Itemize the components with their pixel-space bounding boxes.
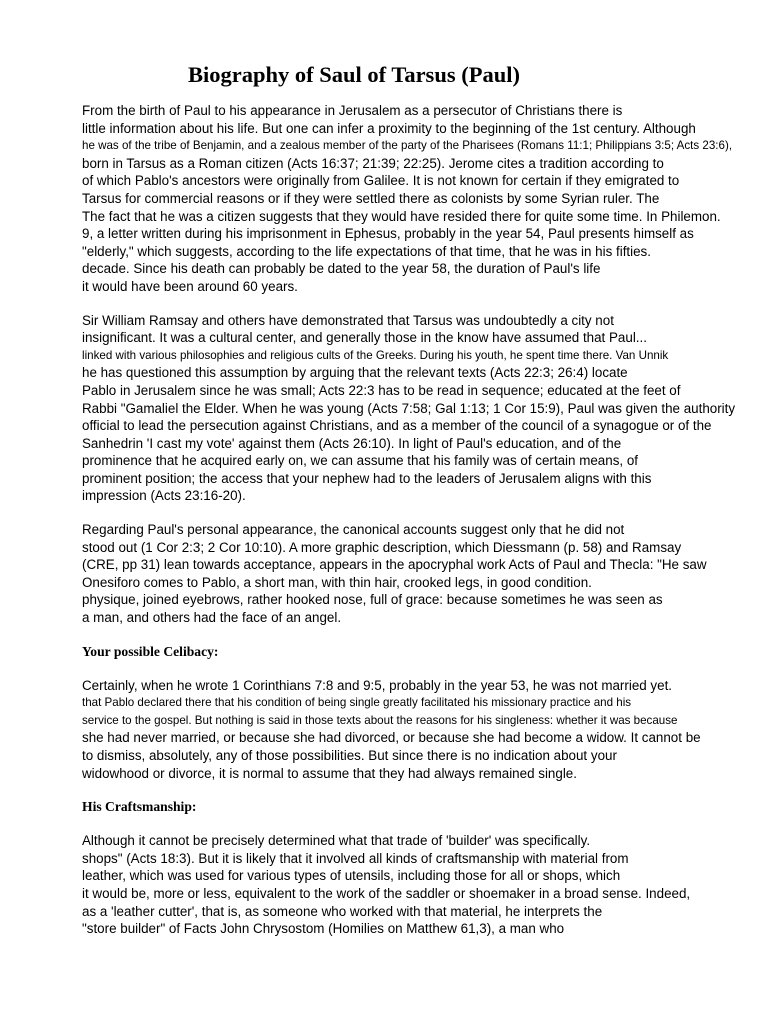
text-line: official to lead the persecution against Christians, and as a member of the council of a synagogue or of the (82, 418, 712, 434)
text-line: Onesiforo comes to Pablo, a short man, with thin hair, crooked legs, in good condition. (82, 574, 592, 590)
text-line: as a 'leather cutter', that is, as someone who worked with that material, he interprets the (82, 903, 603, 919)
text-line: he has questioned this assumption by arguing that the relevant texts (Acts 22:3; 26:4) locate (82, 365, 628, 381)
text-line: leather, which was used for various types of utensils, including those for all or shops, which (82, 868, 621, 884)
text-line: to dismiss, absolutely, any of those possibilities. But since there is no indication about your (82, 748, 617, 763)
paragraph-appearance (82, 521, 742, 627)
text-line: he was of the tribe of Benjamin, and a zealous member of the party of the Pharisees (Romans 11:1; Philippians 3:5; Acts 23:6), (82, 139, 733, 153)
text-line: that Pablo declared there that his condition of being single greatly facilitated his missionary practice and his (82, 696, 632, 710)
text-line: prominent position; the access that your nephew had to the leaders of Jerusalem aligns with this (82, 470, 652, 486)
text-line: shops" (Acts 18:3). But it is likely that it involved all kinds of craftsmanship with material from (82, 850, 629, 866)
text-line: stood out (1 Cor 2:3; 2 Cor 10:10). A more graphic description, which Diessmann (p. 58) and Ramsay (82, 539, 682, 555)
text-line: Sir William Ramsay and others have demonstrated that Tarsus was undoubtedly a city not (82, 312, 614, 328)
text-line: Rabbi "Gamaliel the Elder. When he was young (Acts 7:58; Gal 1:13; 1 Cor 15:9), Paul was given the authority (82, 400, 736, 416)
text-line: little information about his life. But one can infer a proximity to the beginning of the 1st century. Although (82, 120, 696, 136)
text-line: Tarsus for commercial reasons or if they were settled there as colonists by some Syrian ruler. The (82, 190, 660, 206)
paragraph-birth (82, 102, 742, 296)
text-line: she had never married, or because she had divorced, or because she had become a widow. It cannot be (82, 730, 701, 746)
text-line: "store builder" of Facts John Chrysostom (Homilies on Matthew 61,3), a man who (82, 921, 565, 937)
text-line: insignificant. It was a cultural center, and generally those in the know have assumed that Paul... (82, 330, 647, 346)
text-line: 9, a letter written during his imprisonment in Ephesus, probably in the year 54, Paul presents himself as (82, 226, 694, 242)
section-heading-craftsmanship: His Craftsmanship: (82, 799, 197, 815)
text-line: (CRE, pp 31) lean towards acceptance, appears in the apocryphal work Acts of Paul and Thecla: "He saw (82, 557, 707, 573)
text-line: physique, joined eyebrows, rather hooked nose, full of grace: because sometimes he was seen as (82, 592, 663, 608)
text-line: The fact that he was a citizen suggests that they would have resided there for quite some time. In Philemon. (82, 208, 721, 224)
paragraph-craftsmanship (82, 832, 742, 938)
text-line: decade. Since his death can probably be dated to the year 58, the duration of Paul's life (82, 261, 601, 277)
text-line: Certainly, when he wrote 1 Corinthians 7:8 and 9:5, probably in the year 53, he was not married yet. (82, 677, 673, 693)
section-heading-celibacy: Your possible Celibacy: (82, 643, 219, 659)
text-line: prominence that he acquired early on, we can assume that his family was of certain means, of (82, 453, 638, 469)
text-line: linked with various philosophies and religious cults of the Greeks. During his youth, he spent time there. Van Unnik (82, 348, 669, 362)
page-title: Biography of Saul of Tarsus (Paul) (188, 62, 520, 87)
text-line: "elderly," which suggests, according to the life expectations of that time, that he was in his fifties. (82, 243, 651, 259)
text-line: a man, and others had the face of an angel. (82, 610, 342, 626)
text-line: it would have been around 60 years. (82, 278, 298, 294)
text-line: Regarding Paul's personal appearance, the canonical accounts suggest only that he did not (82, 522, 625, 538)
text-line: of which Pablo's ancestors were originally from Galilee. It is not known for certain if they emigrated to (82, 173, 680, 189)
text-line: Pablo in Jerusalem since he was small; Acts 22:3 has to be read in sequence; educated at the feet of (82, 382, 681, 398)
text-line: impression (Acts 23:16-20). (82, 488, 246, 504)
text-line: Sanhedrin 'I cast my vote' against them (Acts 26:10). In light of Paul's education, and of the (82, 435, 622, 451)
paragraph-tarsus (82, 312, 742, 506)
text-line: widowhood or divorce, it is normal to assume that they had always remained single. (82, 765, 577, 781)
text-line: born in Tarsus as a Roman citizen (Acts 16:37; 21:39; 22:25). Jerome cites a tradition according to (82, 155, 664, 171)
document-page (82, 60, 742, 954)
text-line: service to the gospel. But nothing is said in those texts about the reasons for his singleness: whether it was because (82, 713, 678, 727)
text-line: From the birth of Paul to his appearance in Jerusalem as a persecutor of Christians there is (82, 103, 623, 118)
paragraph-celibacy (82, 677, 742, 783)
text-line: Although it cannot be precisely determined what that trade of 'builder' was specifically. (82, 833, 591, 849)
text-line: it would be, more or less, equivalent to the work of the saddler or shoemaker in a broad sense. Indeed, (82, 885, 691, 901)
